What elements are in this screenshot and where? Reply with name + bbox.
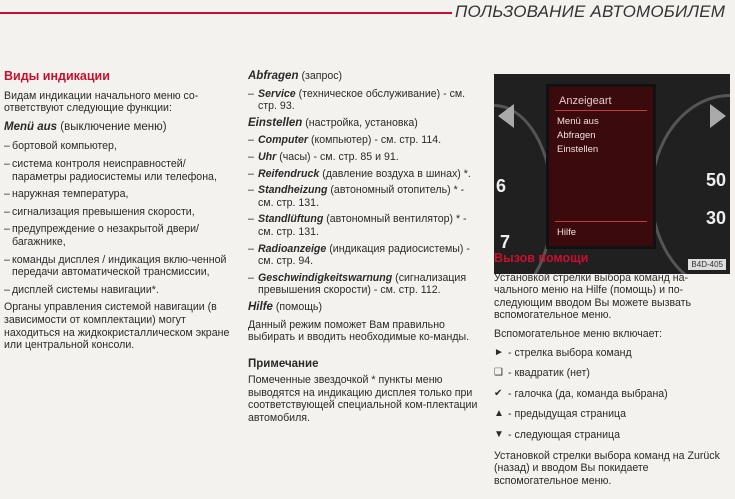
reifen-key: Reifendruck [258,167,320,180]
column-display-types [4,70,236,358]
list-item: – сигнализация превышения скорости, [4,206,236,219]
geschw-item [248,272,480,297]
service-key: Service [258,87,296,100]
header-rule [0,12,452,14]
computer-desc: (компьютер) - см. стр. 114. [310,134,442,147]
left-arrow-icon [498,104,514,128]
symbol-text: - предыдущая страница [508,408,626,421]
standlueftung-desc: (автономный вентилятор) * - см. стр. 131. [258,213,467,238]
checkmark-icon: ✔ [494,387,503,399]
help-p2: Вспомогательное меню включает: [494,327,662,340]
radio-item [248,243,480,268]
list-item: – бортовой компьютер, [4,140,236,153]
geschw-key: Geschwindigkeitswarnung [258,271,393,284]
list-item: – предупреждение о незакрытой двери/ багажнике, [4,223,236,248]
einstellen-desc: (настройка, установка) [305,116,418,129]
einstellen-heading [248,117,480,130]
gauge-left-number: 6 [496,176,507,196]
standheizung-desc: (автономный отопитель) * - см. стр. 131. [258,184,465,209]
symbol-row [494,367,730,380]
page-header-title: ПОЛЬЗОВАНИЕ АВТОМОБИЛЕМ [455,2,726,21]
uhr-desc: (часы) - см. стр. 85 и 91. [279,150,399,163]
gauge-left-number-bottom: 7 [500,232,511,252]
hilfe-heading [248,301,480,314]
hilfe-text: Данный режим поможет Вам правильно выбирать и вводить необходимые ко-манды. [248,318,470,344]
menu-aus-term: Menü aus [4,120,58,133]
functions-list [4,140,236,296]
abfragen-heading [248,70,480,83]
intro-text: Видам индикации начального меню со-ответствуют следующие функции: [4,89,199,115]
screen-menu-item: Abfragen [557,130,596,141]
computer-item [248,134,480,147]
help-section-title: Вызов помощи [494,251,589,265]
symbol-text: - следующая страница [508,428,620,441]
einstellen-term: Einstellen [248,116,303,129]
symbol-row [494,429,730,442]
symbol-row [494,388,730,401]
radio-key: Radioanzeige [258,242,327,255]
screen-title: Anzeigeart [559,95,612,107]
abfragen-term: Abfragen [248,70,299,82]
reifen-desc: (давление воздуха в шинах) *. [322,167,471,180]
uhr-key: Uhr [258,150,277,163]
symbol-row [494,347,730,360]
gauge-right-number-top: 50 [705,170,726,190]
gauge-right-number-bottom: 30 [705,208,726,228]
screen-menu-item: Menü aus [557,116,599,127]
note-title: Примечание [248,357,319,370]
service-item [248,88,480,113]
uhr-item [248,151,480,164]
column-help [494,252,730,493]
screen-divider [555,110,647,111]
column-menu-details [248,70,480,431]
screen-menu-item: Einstellen [557,144,599,155]
section-title: Виды индикации [4,69,110,83]
standlueftung-item [248,213,480,238]
triangle-down-icon: ▼ [494,428,504,440]
list-item: – наружная температура, [4,188,236,201]
standlueftung-key: Standlüftung [258,213,324,226]
standheizung-key: Standheizung [258,184,328,197]
help-p3: Установкой стрелки выбора команд на Zurück (назад) и вводом Вы покидаете вспомогательное меню. [494,449,720,487]
menu-aus-heading [4,121,236,134]
symbol-text: - галочка (да, команда выбрана) [508,387,668,400]
figure-code: B4D-405 [688,259,726,270]
list-item: – дисплей системы навигации*. [4,284,236,297]
standheizung-item [248,184,480,209]
service-desc: (техническое обслуживание) - см. стр. 93. [258,87,466,113]
arrow-right-icon: ► [494,346,504,358]
list-item: – система контроля неисправностей/ параметры радиосистемы или телефона, [4,158,236,183]
right-arrow-icon [710,104,726,128]
symbol-text: - стрелка выбора команд [508,346,632,359]
screen-help-item: Hilfe [557,227,577,238]
menu-aus-desc: (выключение меню) [60,120,167,133]
radio-desc: (индикация радиосистемы) - см. стр. 94. [258,242,470,268]
geschw-desc: (сигнализация превышения скорости) - см. стр. 112. [258,271,467,297]
hilfe-term: Hilfe [248,300,273,313]
reifen-item [248,168,480,181]
menu-screen [546,84,656,249]
dashboard-display-photo [494,74,730,274]
outro-text: Органы управления системой навигации (в зависимости от комплектации) могут находиться на жидкокристаллическом экране или центральной консоли. [4,301,230,352]
computer-key: Computer [258,134,309,147]
hilfe-desc: (помощь) [275,300,322,313]
symbol-text: - квадратик (нет) [508,367,590,380]
symbol-row [494,408,730,421]
note-text: Помеченные звездочкой * пункты меню выводятся на индикацию дисплея только при соответствующей специальной ком-плектации автомобиля. [248,374,478,425]
triangle-up-icon: ▲ [494,408,504,420]
screen-bottom-divider [555,221,647,222]
help-p1: Установкой стрелки выбора команд на-чального меню на Hilfe (помощь) и по-следующим вводом Вы можете вызвать вспомогательное меню. [494,271,692,322]
checkbox-empty-icon: ❑ [494,367,503,379]
list-item: – команды дисплея / индикация вклю-ченной передачи автоматической трансмиссии, [4,254,236,279]
abfragen-desc: (запрос) [301,70,343,82]
